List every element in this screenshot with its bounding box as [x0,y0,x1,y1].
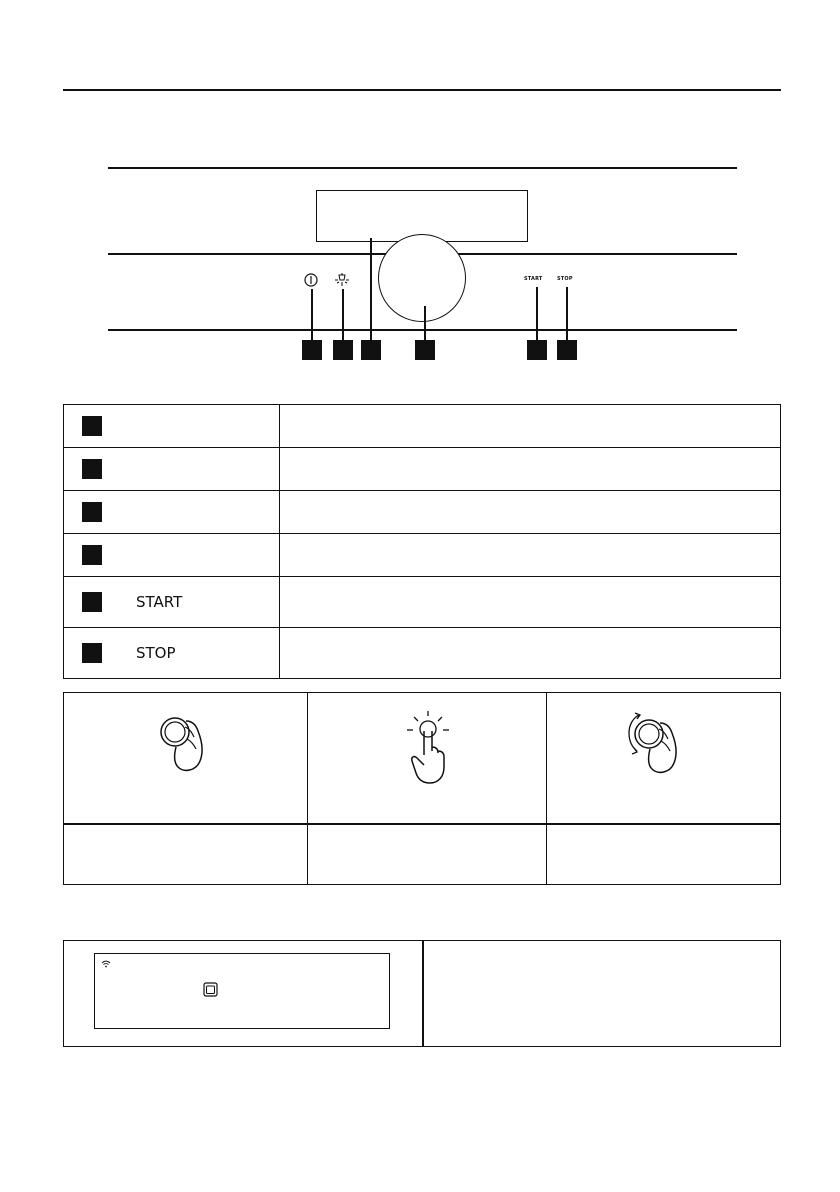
turn-knob-icon [623,709,693,783]
legend-table [63,404,781,679]
cell-divider [64,823,307,825]
cell-divider [422,941,424,1046]
oven-icon [203,982,218,997]
gesture-cell [547,693,780,884]
callout-marker [527,340,547,360]
power-icon[interactable] [304,273,318,287]
leader-line [566,287,568,340]
callout-marker [557,340,577,360]
callout-marker [82,502,102,522]
leader-line [311,289,313,340]
callout-marker [82,416,102,436]
callout-marker [333,340,353,360]
panel-top-edge [108,167,737,169]
panel-bottom-edge [108,329,737,331]
gesture-cell [308,693,547,884]
cell-divider [547,823,780,825]
touch-icon [390,707,460,787]
callout-marker [82,592,102,612]
legend-row [64,628,780,679]
gestures-table [63,692,781,885]
legend-row [64,405,780,448]
gesture-cell [64,693,308,884]
leader-line [424,306,426,340]
leader-line [342,289,344,340]
legend-label-start: START [136,593,183,611]
legend-row [64,491,780,534]
callout-marker [82,545,102,565]
legend-row [64,534,780,577]
callout-marker [361,340,381,360]
callout-marker [82,459,102,479]
legend-row [64,448,780,491]
control-panel-diagram [0,0,840,380]
callout-marker [302,340,322,360]
stop-label[interactable]: STOP [557,276,573,282]
display-screen [94,953,390,1029]
callout-marker [415,340,435,360]
leader-line [370,238,372,340]
callout-marker [82,643,102,663]
legend-row [64,577,780,628]
wifi-icon [101,960,111,968]
leader-line [536,287,538,340]
control-knob[interactable] [378,234,466,322]
cell-divider [308,823,546,825]
start-label[interactable]: START [524,276,543,282]
light-icon[interactable] [334,272,350,288]
legend-label-stop: STOP [136,644,176,662]
press-knob-icon [156,711,216,781]
display-table [63,940,781,1047]
